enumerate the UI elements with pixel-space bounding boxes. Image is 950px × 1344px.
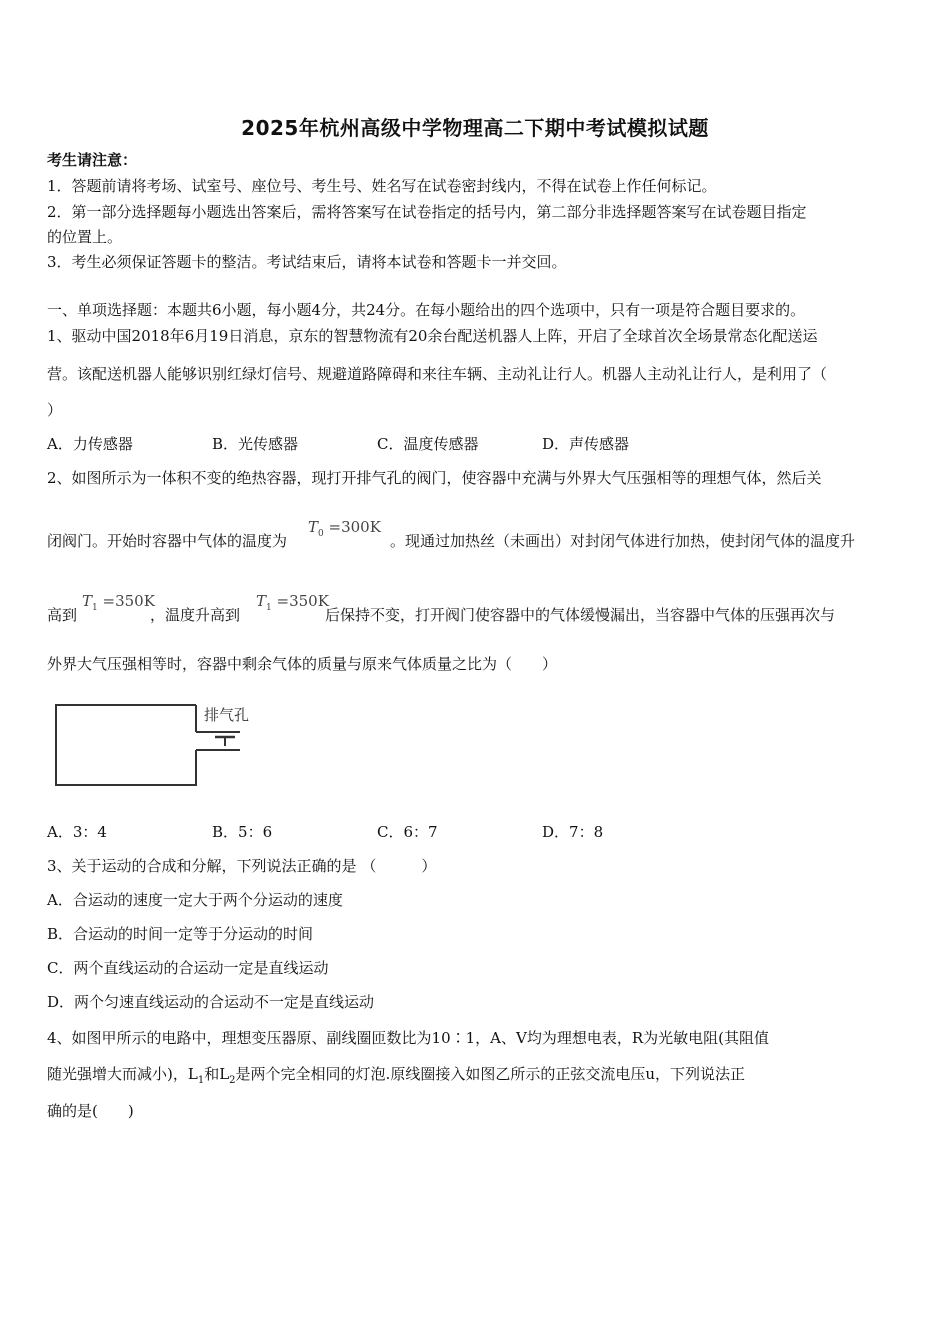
q1-option-c: C．温度传感器 [377,435,479,453]
notice-item: 1．答题前请将考场、试室号、座位号、考生号、姓名写在试卷密封线内，不得在试卷上作任何标记。 [47,177,717,195]
q3-option-d: D．两个匀速直线运动的合运动不一定是直线运动 [47,993,375,1011]
q1-stem: ） [47,401,63,419]
q2-stem: 闭阀门。开始时容器中气体的温度为 [47,532,288,550]
q1-option-b: B．光传感器 [212,435,299,453]
container-outline [56,705,196,785]
q2-option-c: C．6：7 [377,823,438,841]
q3-stem: 3、关于运动的合成和分解，下列说法正确的是 （ ） [47,857,437,875]
q1-stem: 1、驱动中国2018年6月19日消息，京东的智慧物流有20余台配送机器人上阵，开启了全球首次全场景常态化配送运 [47,327,818,345]
q3-option-c: C．两个直线运动的合运动一定是直线运动 [47,959,329,977]
q1-option-a: A．力传感器 [47,435,133,453]
equation-t1: $T_1 =350K$ [82,592,155,613]
q4-stem: 确的是( ) [47,1102,134,1120]
equation-t1: $T_1 =350K$ [256,592,329,613]
q2-stem: 外界大气压强相等时，容器中剩余气体的质量与原来气体质量之比为（ ） [47,655,558,673]
q3-option-b: B．合运动的时间一定等于分运动的时间 [47,925,314,943]
section-heading: 一、单项选择题：本题共6小题，每小题4分，共24分。在每小题给出的四个选项中，只有一项是符合题目要求的。 [47,301,806,319]
container-figure [50,700,265,790]
q2-stem: 2、如图所示为一体积不变的绝热容器，现打开排气孔的阀门，使容器中充满与外界大气压强相等的理想气体，然后关 [47,469,822,487]
q2-stem: ，温度升高到 [150,606,241,624]
q2-stem: 后保持不变，打开阀门使容器中的气体缓慢漏出，当容器中气体的压强再次与 [325,606,836,624]
q4-stem: 随光强增大而减小)，$L_1$和$L_2$是两个完全相同的灯泡.原线圈接入如图乙所示的正弦交流电压u，下列说法正 [47,1065,745,1086]
page-title: 2025年杭州高级中学物理高二下期中考试模拟试题 [241,116,709,140]
notice-item: 2．第一部分选择题每小题选出答案后，需将答案写在试卷指定的括号内，第二部分非选择题答案写在试卷题目指定 [47,203,807,221]
notice-item: 的位置上。 [47,228,123,246]
q2-option-d: D．7：8 [542,823,604,841]
notice-item: 3．考生必须保证答题卡的整洁。考试结束后，请将本试卷和答题卡一并交回。 [47,253,567,271]
notice-heading: 考生请注意： [47,151,138,169]
equation-t0: $T_0 =300K$ [308,518,381,539]
q1-option-d: D．声传感器 [542,435,630,453]
q3-option-a: A．合运动的速度一定大于两个分运动的速度 [47,891,343,909]
q2-option-a: A．3：4 [47,823,107,841]
q2-stem: 。现通过加热丝（未画出）对封闭气体进行加热，使封闭气体的温度升 [390,532,856,550]
q2-option-b: B．5：6 [212,823,273,841]
q2-stem: 高到 [47,606,78,624]
vent-label: 排气孔 [204,706,250,724]
q4-stem: 4、如图甲所示的电路中，理想变压器原、副线圈匝数比为10∶1，A、V均为理想电表，R为光敏电阻(其阻值 [47,1029,769,1047]
q1-stem: 营。该配送机器人能够识别红绿灯信号、规避道路障碍和来往车辆、主动礼让行人。机器人主动礼让行人，是利用了（ [47,365,828,383]
